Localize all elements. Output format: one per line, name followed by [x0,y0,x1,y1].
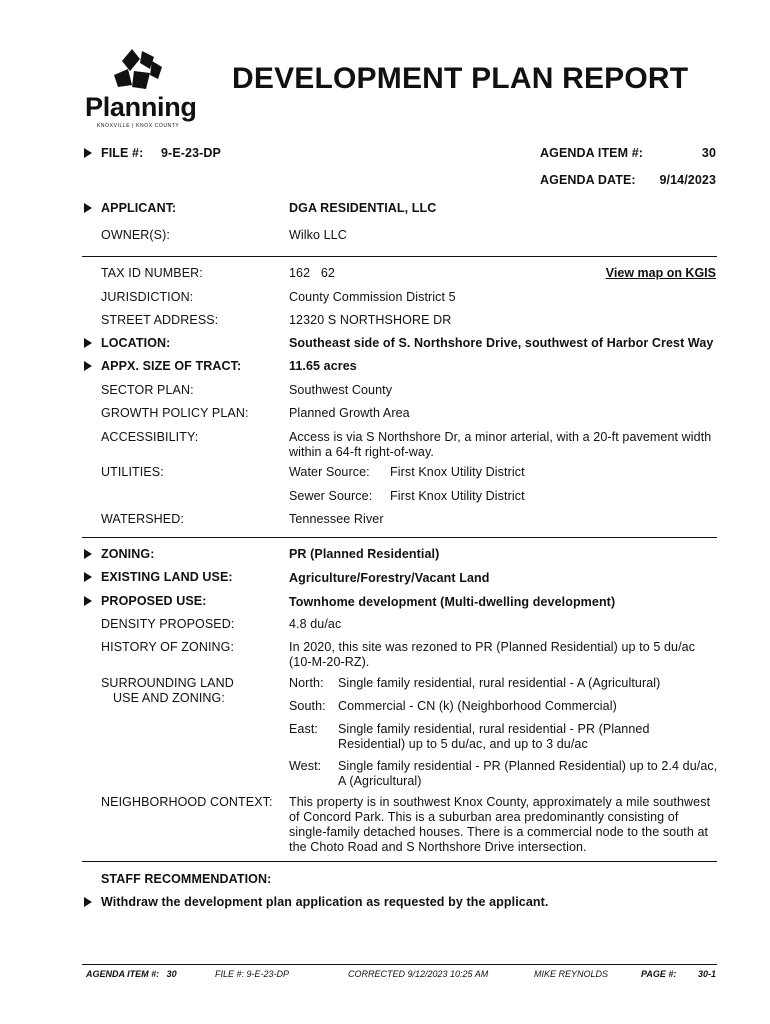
west-value: Single family residential - PR (Planned Residential) up to 2.4 du/ac, A (Agricultural) [338,759,718,788]
growth-label: GROWTH POLICY PLAN: [101,406,249,420]
footer-divider [82,964,717,965]
neighborhood-value: This property is in southwest Knox County, approximately a mile southwest of Concord Park. This is a suburban area predominantly consisting of single-family detached houses. There is a commercial node to the south at the Choto Road and S Northshore Drive intersection. [289,795,711,854]
surrounding-label-line2: USE AND ZONING: [113,691,225,705]
staff-recommendation-label: STAFF RECOMMENDATION: [101,872,272,886]
sector-label: SECTOR PLAN: [101,383,194,397]
surrounding-label-line1: SURROUNDING LAND [101,676,234,690]
access-label: ACCESSIBILITY: [101,430,199,444]
existing-use-value: Agriculture/Forestry/Vacant Land [289,571,490,585]
north-value: Single family residential, rural residential - A (Agricultural) [338,676,661,690]
tract-value: 11.65 acres [289,359,357,373]
footer-page: 30-1 [697,969,716,979]
owner-label: OWNER(S): [101,228,170,242]
sewer-source-label: Sewer Source: [289,489,373,503]
page-title: DEVELOPMENT PLAN REPORT [232,62,689,95]
footer-agenda: AGENDA ITEM #: 30 [86,969,177,979]
zoning-value: PR (Planned Residential) [289,547,440,561]
location-label: LOCATION: [101,336,171,350]
location-value: Southeast side of S. Northshore Drive, southwest of Harbor Crest Way [289,336,714,350]
zoning-label: ZONING: [101,547,155,561]
divider [82,861,717,862]
planning-logo-icon [110,47,166,91]
west-label: West: [289,759,322,773]
bullet-triangle-icon [84,338,92,348]
tax-id-label: TAX ID NUMBER: [101,266,203,280]
agenda-date-label: AGENDA DATE: [540,173,636,187]
history-label: HISTORY OF ZONING: [101,640,235,654]
staff-recommendation-value: Withdraw the development plan application as requested by the applicant. [101,895,549,909]
footer-page-label: PAGE #: [641,969,677,979]
water-source-value: First Knox Utility District [390,465,525,479]
logo-subtitle: KNOXVILLE | KNOX COUNTY [97,123,180,129]
agenda-item-label: AGENDA ITEM #: [540,146,644,160]
logo-wordmark: Planning [85,92,197,122]
history-value: In 2020, this site was rezoned to PR (Planned Residential) up to 5 du/ac (10-M-20-RZ). [289,640,696,669]
file-label: FILE #: [101,146,144,160]
sewer-source-value: First Knox Utility District [390,489,525,503]
kgis-map-link[interactable]: View map on KGIS [605,266,716,280]
growth-value: Planned Growth Area [289,406,410,420]
water-source-label: Water Source: [289,465,370,479]
bullet-triangle-icon [84,897,92,907]
neighborhood-label: NEIGHBORHOOD CONTEXT: [101,795,273,809]
tract-label: APPX. SIZE OF TRACT: [101,359,242,373]
south-value: Commercial - CN (k) (Neighborhood Commercial) [338,699,617,713]
applicant-label: APPLICANT: [101,201,177,215]
agenda-date-value: 9/14/2023 [659,173,716,187]
east-value: Single family residential, rural residential - PR (Planned Residential) up to 5 du/ac, and up to 3 du/ac [338,722,650,751]
east-label: East: [289,722,318,736]
footer-author: MIKE REYNOLDS [534,969,609,979]
bullet-triangle-icon [84,203,92,213]
file-value: 9-E-23-DP [161,146,221,160]
sector-value: Southwest County [289,383,393,397]
bullet-triangle-icon [84,572,92,582]
north-label: North: [289,676,324,690]
footer-file: FILE #: 9-E-23-DP [215,969,290,979]
footer-corrected: CORRECTED 9/12/2023 10:25 AM [348,969,489,979]
divider [82,537,717,538]
bullet-triangle-icon [84,361,92,371]
south-label: South: [289,699,326,713]
access-value: Access is via S Northshore Dr, a minor arterial, with a 20-ft pavement width within a 64-ft right-of-way. [289,430,712,459]
street-label: STREET ADDRESS: [101,313,219,327]
jurisdiction-value: County Commission District 5 [289,290,456,304]
density-value: 4.8 du/ac [289,617,342,631]
utilities-label: UTILITIES: [101,465,164,479]
jurisdiction-label: JURISDICTION: [101,290,194,304]
tax-id-value: 162 62 [289,266,335,280]
bullet-triangle-icon [84,549,92,559]
existing-use-label: EXISTING LAND USE: [101,570,233,584]
proposed-use-value: Townhome development (Multi-dwelling development) [289,595,616,609]
watershed-value: Tennessee River [289,512,384,526]
bullet-triangle-icon [84,148,92,158]
divider [82,256,717,257]
street-value: 12320 S NORTHSHORE DR [289,313,452,327]
applicant-value: DGA RESIDENTIAL, LLC [289,201,437,215]
agenda-item-value: 30 [701,146,716,160]
bullet-triangle-icon [84,596,92,606]
proposed-use-label: PROPOSED USE: [101,594,207,608]
density-label: DENSITY PROPOSED: [101,617,235,631]
watershed-label: WATERSHED: [101,512,184,526]
owner-value: Wilko LLC [289,228,347,242]
